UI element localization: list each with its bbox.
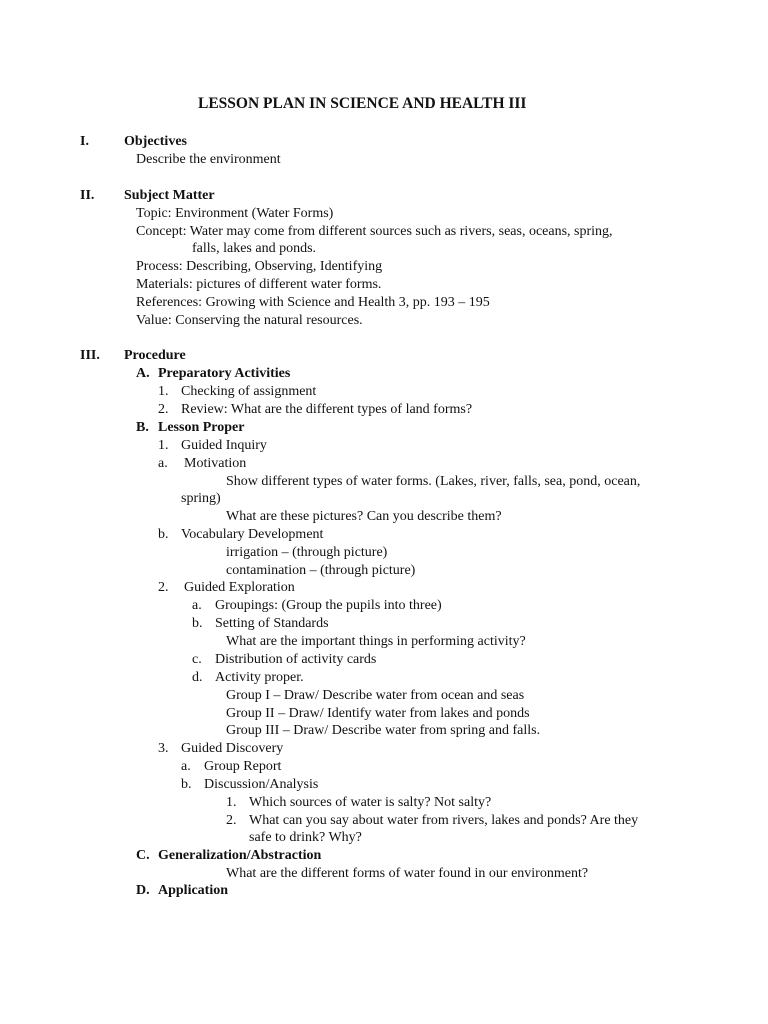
subject-value: Value: Conserving the natural resources. [136, 313, 363, 328]
list-marker: 3. [158, 741, 169, 756]
list-marker: 2. [158, 402, 169, 417]
objective-line: Describe the environment [136, 152, 281, 167]
motivation-show-cont: spring) [181, 491, 221, 506]
procedure-c-heading: Generalization/Abstraction [158, 848, 322, 863]
procedure-b-heading: Lesson Proper [158, 420, 245, 435]
motivation-question: What are these pictures? Can you describe them? [226, 509, 502, 524]
list-item: Checking of assignment [181, 384, 317, 399]
list-item: Group Report [204, 759, 282, 774]
generalization-question: What are the different forms of water found in our environment? [226, 866, 589, 881]
list-marker: 1. [158, 384, 169, 399]
procedure-c-marker: C. [136, 848, 150, 863]
list-marker: 1. [158, 438, 169, 453]
guided-discovery-label: Guided Discovery [181, 741, 284, 756]
vocabulary-word: irrigation – (through picture) [226, 545, 388, 560]
motivation-label: Motivation [184, 456, 247, 471]
document-title: LESSON PLAN IN SCIENCE AND HEALTH III [198, 95, 527, 112]
subject-concept: Concept: Water may come from different sources such as rivers, seas, oceans, spring, [136, 224, 613, 239]
list-item: Discussion/Analysis [204, 777, 319, 792]
guided-exploration-label: Guided Exploration [184, 580, 295, 595]
section-numeral-3: III. [80, 348, 100, 363]
section-numeral-1: I. [80, 134, 89, 149]
subject-topic: Topic: Environment (Water Forms) [136, 206, 334, 221]
list-item: Setting of Standards [215, 616, 329, 631]
standards-question: What are the important things in performing activity? [226, 634, 526, 649]
procedure-b-marker: B. [136, 420, 149, 435]
list-item: Activity proper. [215, 670, 304, 685]
list-marker: 2. [226, 813, 237, 828]
group-task: Group III – Draw/ Describe water from spring and falls. [226, 723, 541, 738]
list-marker: a. [192, 598, 202, 613]
motivation-show-line: Show different types of water forms. (Lakes, river, falls, sea, pond, ocean, [226, 474, 641, 489]
subject-references: References: Growing with Science and Health 3, pp. 193 – 195 [136, 295, 490, 310]
discussion-question: Which sources of water is salty? Not salty? [249, 795, 492, 810]
list-marker: b. [192, 616, 203, 631]
vocabulary-word: contamination – (through picture) [226, 563, 416, 578]
procedure-a-marker: A. [136, 366, 150, 381]
subject-concept-cont: falls, lakes and ponds. [192, 241, 317, 256]
list-marker: 1. [226, 795, 237, 810]
group-task: Group I – Draw/ Describe water from ocean and seas [226, 688, 525, 703]
list-marker: a. [158, 456, 168, 471]
guided-inquiry-label: Guided Inquiry [181, 438, 267, 453]
list-marker: b. [181, 777, 192, 792]
subject-materials: Materials: pictures of different water forms. [136, 277, 382, 292]
list-item: Distribution of activity cards [215, 652, 377, 667]
section-heading-procedure: Procedure [124, 348, 186, 363]
list-item: Review: What are the different types of land forms? [181, 402, 473, 417]
list-item: Groupings: (Group the pupils into three) [215, 598, 442, 613]
section-numeral-2: II. [80, 188, 95, 203]
group-task: Group II – Draw/ Identify water from lakes and ponds [226, 706, 530, 721]
procedure-d-marker: D. [136, 883, 150, 898]
list-marker: 2. [158, 580, 169, 595]
vocabulary-label: Vocabulary Development [181, 527, 324, 542]
discussion-question-cont: safe to drink? Why? [249, 830, 362, 845]
list-marker: c. [192, 652, 202, 667]
section-heading-subject-matter: Subject Matter [124, 188, 215, 203]
procedure-a-heading: Preparatory Activities [158, 366, 291, 381]
section-heading-objectives: Objectives [124, 134, 187, 149]
list-marker: a. [181, 759, 191, 774]
discussion-question: What can you say about water from rivers, lakes and ponds? Are they [249, 813, 639, 828]
subject-process: Process: Describing, Observing, Identifying [136, 259, 383, 274]
list-marker: b. [158, 527, 169, 542]
procedure-d-heading: Application [158, 883, 229, 898]
list-marker: d. [192, 670, 203, 685]
